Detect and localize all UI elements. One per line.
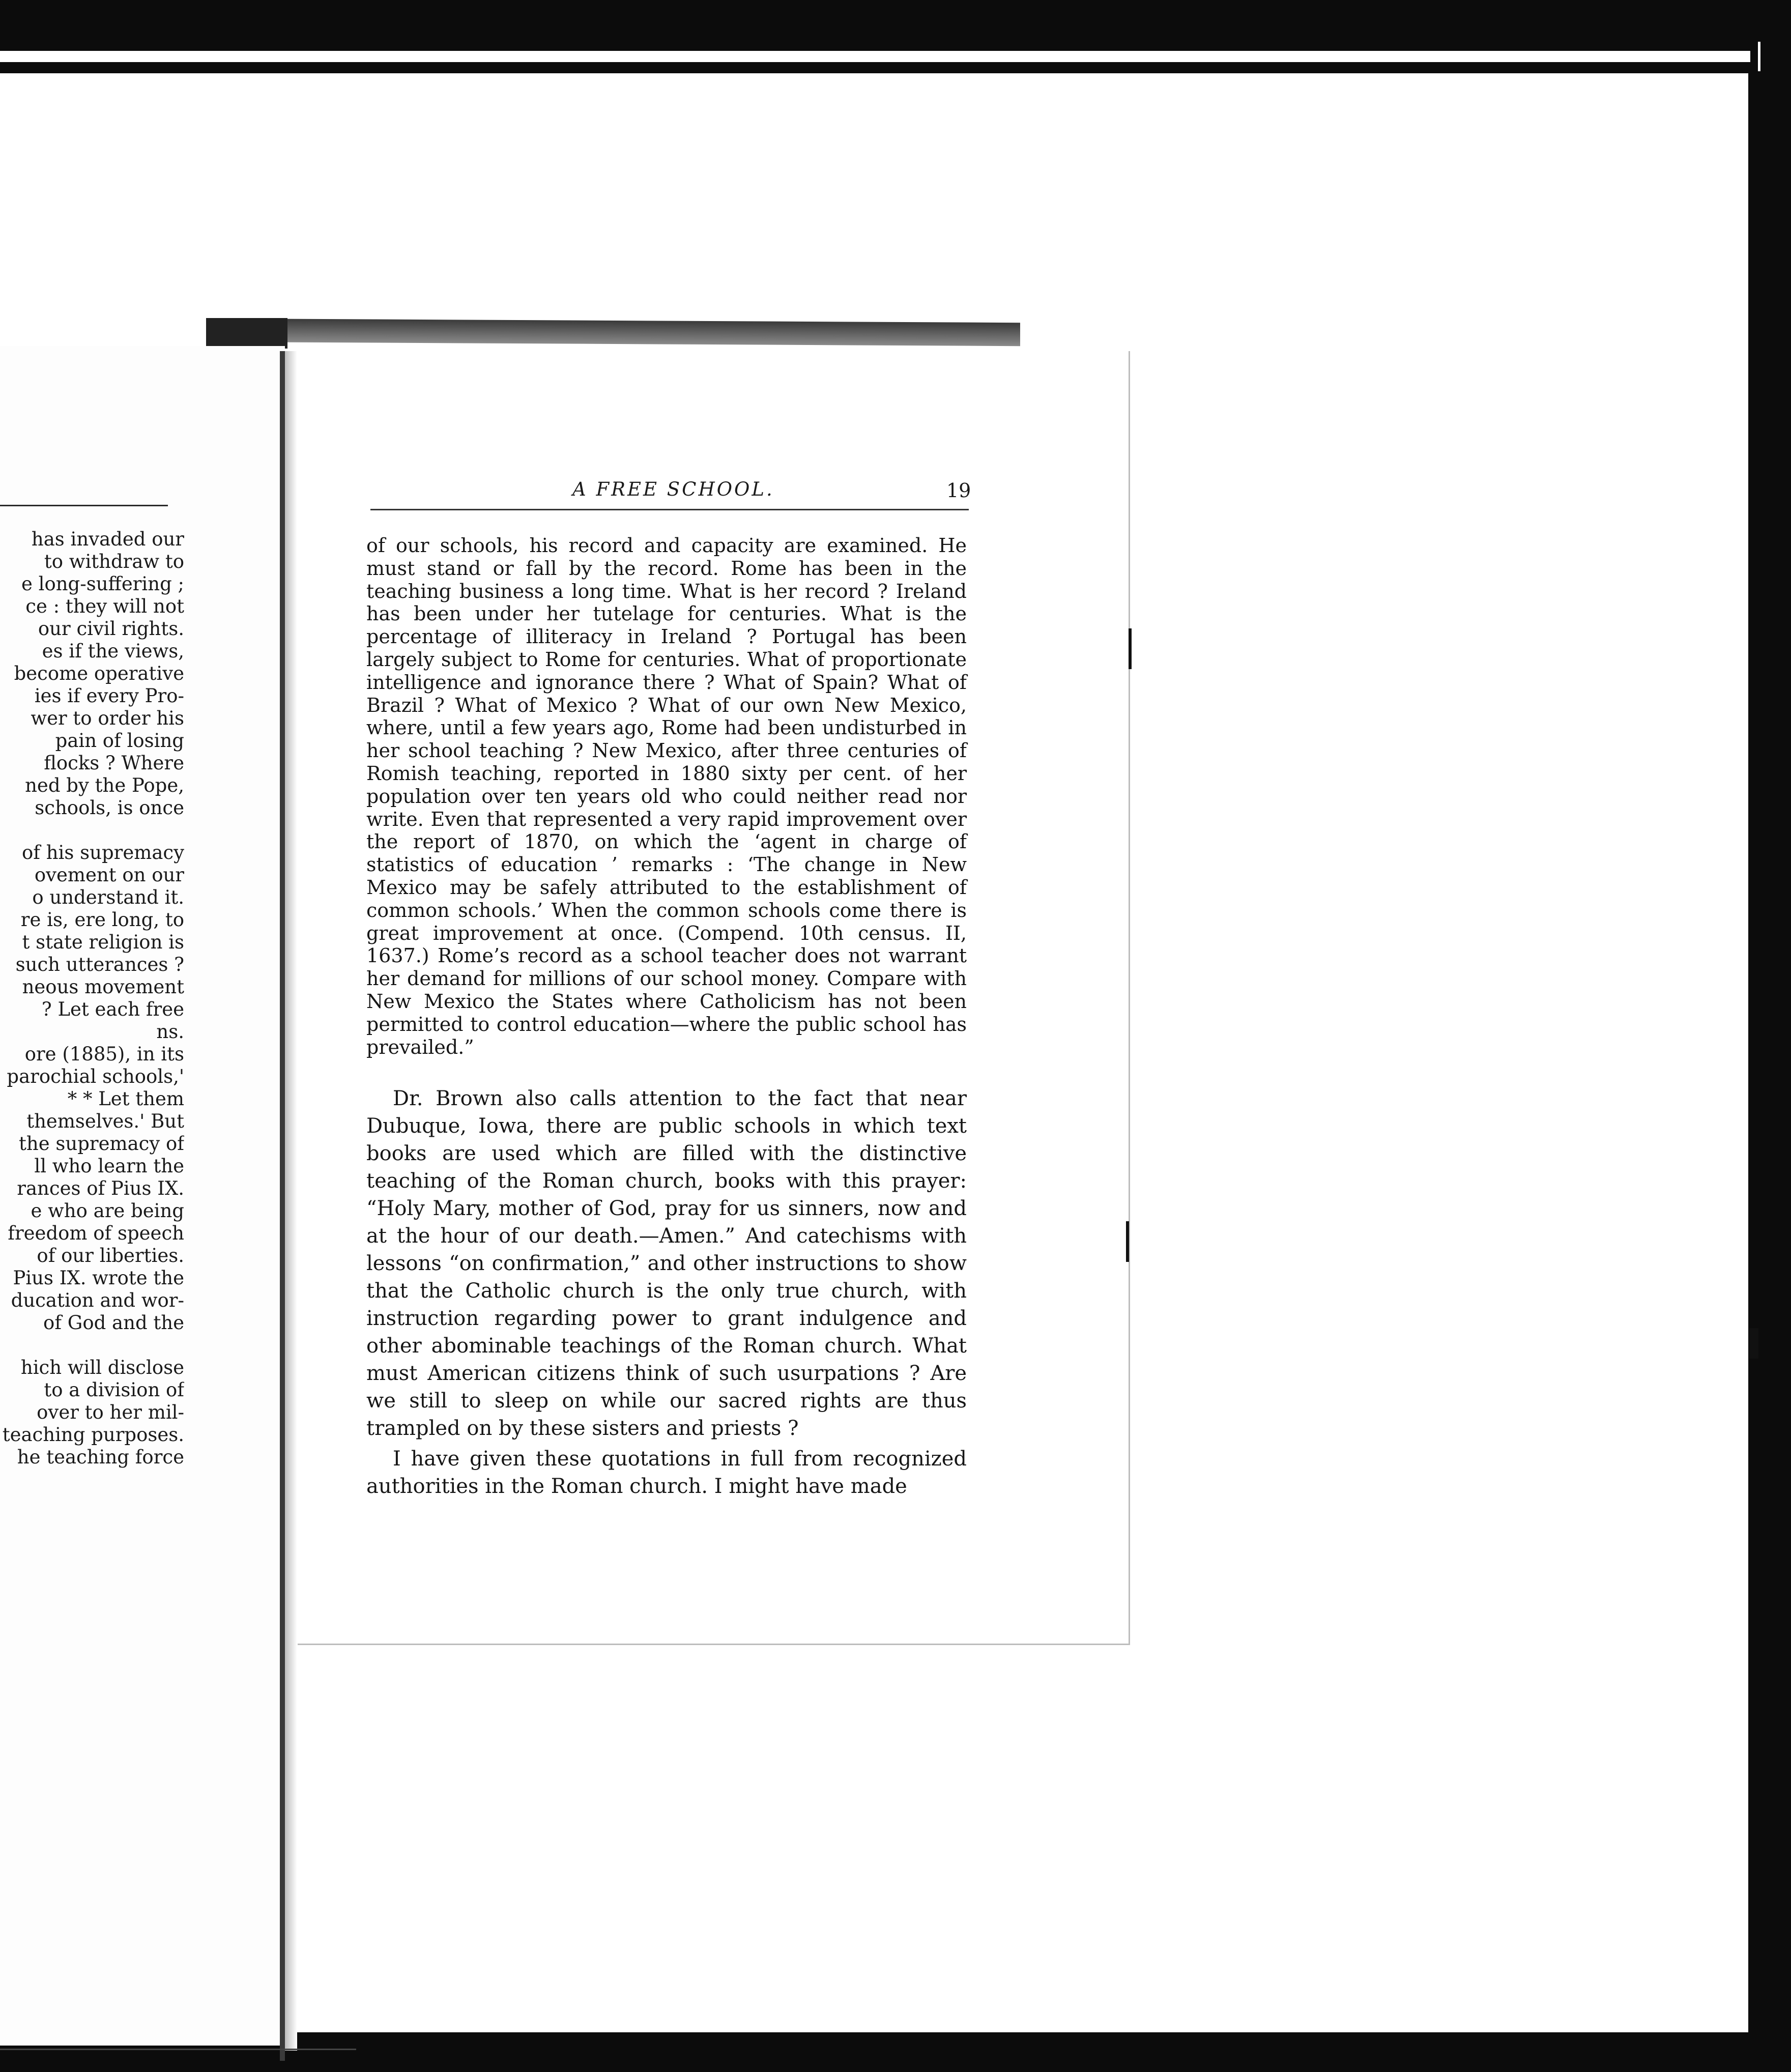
left-page-line: has invaded our <box>31 528 184 550</box>
left-page-line: t state religion is <box>22 931 184 953</box>
scan-frame-bottom <box>0 2042 1791 2072</box>
running-head: A FREE SCHOOL. <box>572 478 774 500</box>
book-gutter <box>280 351 285 2061</box>
left-page-line: schools, is once <box>35 797 184 819</box>
scan-mark <box>1126 1221 1129 1262</box>
left-page-line: ll who learn the <box>34 1155 184 1177</box>
left-page-line: ned by the Pope, <box>25 774 184 796</box>
left-page-line: ducation and wor- <box>11 1289 184 1311</box>
book-spine-corner <box>206 318 287 349</box>
left-page-line: parochial schools,' <box>7 1066 184 1087</box>
left-page-line: o understand it. <box>32 886 184 908</box>
scan-mark <box>1129 628 1132 669</box>
header-rule <box>370 509 969 510</box>
scan-frame-gap <box>0 51 1750 62</box>
left-page-line: of God and the <box>43 1312 184 1334</box>
left-page-line: ce : they will not <box>25 595 184 617</box>
left-page-line: over to her mil- <box>37 1401 184 1423</box>
left-page-line: e long-suffering ; <box>21 573 184 595</box>
left-page-line: themselves.' But <box>26 1110 184 1132</box>
quote-paragraph: of our schools, his record and capacity are examined. He must stand or fall by the record. Rome has been in the teaching business a long time. What is her record ? Ireland has been under her tutelage for centuries. What is the percentage of illiteracy in Ireland ? Portugal has been largely subject to Rome for centuries. What of proportionate intelligence and ignorance there ? What of Spain? What of Brazil ? What of Mexico ? What of our own New Mexico, where, until a few years ago, Rome had been undisturbed in her school teaching ? New Mexico, after three centuries of Romish teaching, reported in 1880 sixty per cent. of her population over ten years old who could neither read nor write. Even that represented a very rapid improvement over the report of 1870, on which the ‘agent in charge of statistics of education ’ remarks : ‘The change in New Mexico may be safely attributed to the establishment of common schools.’ When the common schools come there is great improvement at once. (Compend. 10th census. II, 1637.) Rome’s record as a school teacher does not warrant her demand for millions of our school money. Compare with New Mexico the States where Catholicism has not been permitted to control education—where the public school has prevailed.” <box>366 534 967 1058</box>
left-page-line <box>0 819 184 842</box>
left-page-line <box>0 1334 184 1357</box>
paragraph-quotations: I have given these quotations in full from recognized authorities in the Roman church. I might have made <box>366 1447 967 1499</box>
left-page-line: re is, ere long, to <box>20 909 184 931</box>
book-spine-top <box>206 319 1020 346</box>
left-page-line: hich will disclose <box>20 1357 184 1378</box>
left-page-line: flocks ? Where <box>44 752 184 774</box>
left-page-line: es if the views, <box>42 640 184 662</box>
scan-frame-right <box>1760 42 1791 2072</box>
left-page-line: become operative <box>14 663 184 684</box>
left-page-line: of our liberties. <box>37 1245 184 1267</box>
left-page-line: of his supremacy <box>22 842 184 864</box>
left-page-text <box>0 528 184 1469</box>
scan-mark <box>1749 1328 1758 1359</box>
left-page-line: to a division of <box>44 1379 184 1401</box>
left-page-line: freedom of speech <box>8 1222 184 1244</box>
left-page-line: * * Let them <box>67 1088 184 1110</box>
left-page-line: ore (1885), in its <box>24 1043 184 1065</box>
left-page-line: such utterances ? <box>15 954 184 975</box>
quote-block <box>366 534 967 1058</box>
left-page-line: our civil rights. <box>38 618 184 640</box>
left-page-line: he teaching force <box>17 1446 184 1468</box>
left-page-header-rule <box>0 505 168 506</box>
left-page-line: neous movement <box>22 976 184 998</box>
left-page-line: the supremacy of <box>19 1133 184 1155</box>
scan-frame-top <box>0 0 1791 42</box>
scan-frame-right-edge <box>1748 71 1760 2046</box>
left-page-line: Pius IX. wrote the <box>13 1267 184 1289</box>
left-page-line: ies if every Pro- <box>34 685 184 707</box>
left-page-line: e who are being <box>31 1200 184 1222</box>
left-page-line: ovement on our <box>34 864 184 886</box>
page-number: 19 <box>946 479 971 502</box>
page-body <box>366 534 967 1500</box>
page-bottom-edge <box>0 2049 356 2050</box>
left-page-line: ? Let each free <box>41 998 184 1020</box>
left-page-line: ns. <box>156 1021 184 1043</box>
left-page-line: wer to order his <box>31 707 184 729</box>
gutter-shadow <box>285 351 297 2051</box>
left-page-line: rances of Pius IX. <box>17 1177 184 1199</box>
left-page-line: pain of losing <box>55 730 184 752</box>
left-page-line: teaching purposes. <box>2 1424 184 1446</box>
paragraph-dubuque: Dr. Brown also calls attention to the fact that near Dubuque, Iowa, there are public schools in which text books are used which are filled with the distinctive teaching of the Roman church, books with this prayer: “Holy Mary, mother of God, pray for us sinners, now and at the hour of our death.—Amen.” And catechisms with lessons “on confirmation,” and other instructions to show that the Catholic church is the only true church, with instruction regarding power to grant indulgence and other abominable teachings of the Roman church. What must American citizens think of such usurpations ? Are we still to sleep on while our sacred rights are thus trampled on by these sisters and priests ? <box>366 1087 967 1441</box>
left-page-line: to withdraw to <box>44 551 184 572</box>
